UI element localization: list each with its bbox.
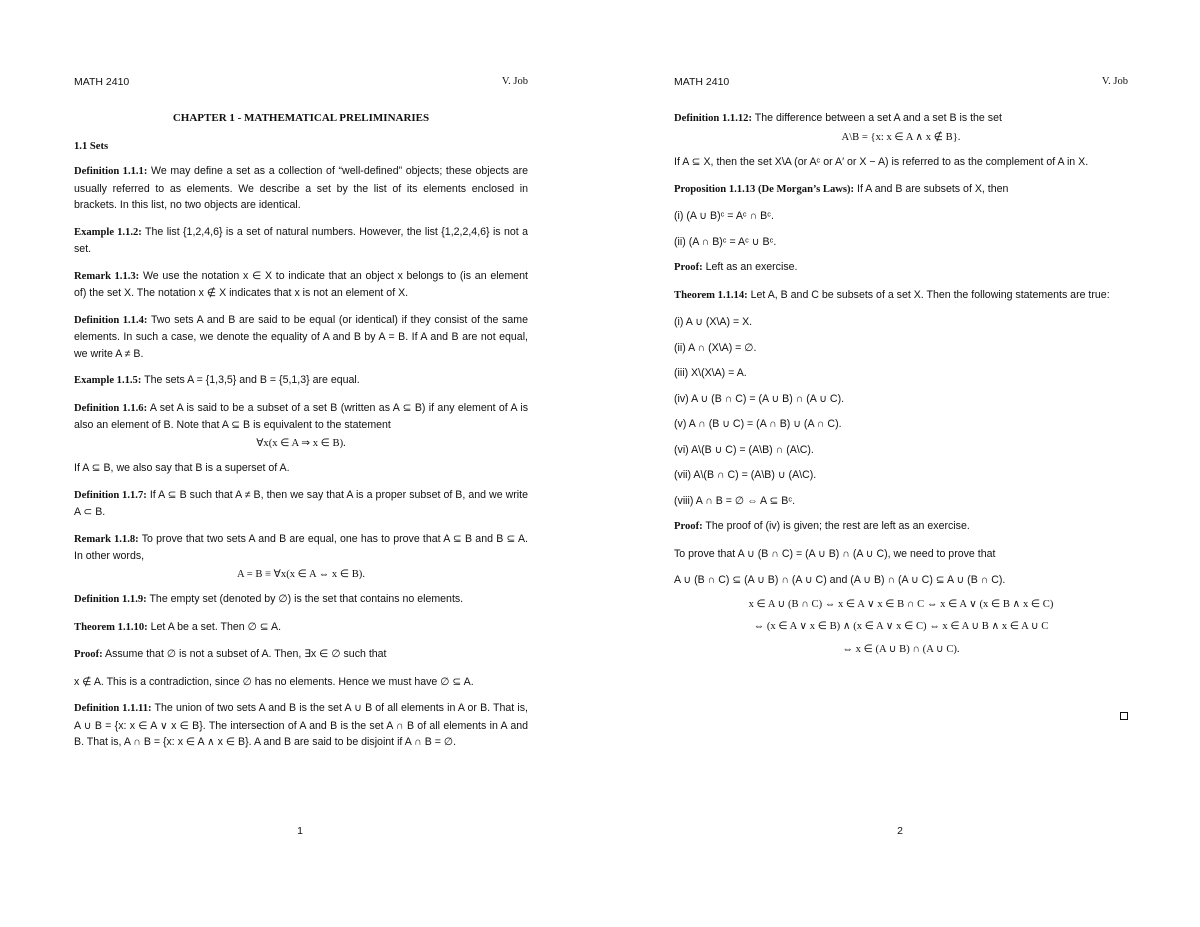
body: The empty set (denoted by ∅) is the set that contains no elements. xyxy=(149,593,464,605)
example-1-1-5 xyxy=(74,372,528,390)
formula-subset: ∀x(x ∈ A ⇒ x ∈ B). xyxy=(256,437,346,449)
page-1-content xyxy=(74,110,528,761)
body: The union of two sets A and B is the set A ∪ B of all elements in A or B. That is, A ∪ B = {x: x ∈ A ∨ x ∈ B}. The intersection of A and B is the set A ∩ B of all elements in A and B. That is, A ∩ B = {x: x ∈ A ∧ x ∈ B}. A and B are said to be disjoint if A ∩ B = ∅. xyxy=(74,702,528,748)
label: Proof: xyxy=(674,262,703,273)
list-item: (ii) (A ∩ B)ᶜ = Aᶜ ∪ Bᶜ. xyxy=(674,235,777,248)
formula-equality: A = B ≡ ∀x(x ∈ A ⇔ x ∈ B). xyxy=(236,568,365,580)
definition-1-1-7 xyxy=(74,487,528,521)
theorem-1-1-10 xyxy=(74,619,528,637)
body: The difference between a set A and a set B is the set xyxy=(754,112,1002,124)
list-item: (iv) A ∪ (B ∩ C) = (A ∪ B) ∩ (A ∪ C). xyxy=(674,392,845,405)
header-author: V. Job xyxy=(1101,76,1128,87)
definition-1-1-12 xyxy=(674,110,1128,128)
proof-eq-2: ⇔ (x ∈ A ∨ x ∈ B) ∧ (x ∈ A ∨ x ∈ C) ⇔ x ∈ A ∪ B ∧ x ∈ A ∪ C xyxy=(753,621,1049,632)
body: Left as an exercise. xyxy=(705,261,798,273)
body: Let A be a set. Then ∅ ⊆ A. xyxy=(150,620,282,633)
page-2 xyxy=(600,0,1200,927)
proof-thm xyxy=(674,518,1128,536)
label: Proposition 1.1.13 (De Morgan’s Laws): xyxy=(674,183,855,195)
label: Definition 1.1.11: xyxy=(74,703,152,714)
body: We use the notation x ∈ X to indicate that an object x belongs to (is an element of) the set X. The notation x ∉ X indicates that x is not an element of X. xyxy=(74,269,529,299)
header-course: MATH 2410 xyxy=(674,76,730,88)
remark-1-1-8 xyxy=(74,531,528,565)
proof-eq-3: ⇔ x ∈ (A ∪ B) ∩ (A ∪ C). xyxy=(842,643,960,655)
qed-square-icon xyxy=(1120,712,1128,720)
body: If A ⊆ B such that A ≠ B, then we say that A is a proper subset of B, and we write A ⊂ B. xyxy=(74,488,528,518)
proposition-1-1-13 xyxy=(674,181,1128,199)
page-number: 1 xyxy=(297,825,303,837)
page-2-content xyxy=(674,110,1128,666)
proof-line-2: A ∪ (B ∩ C) ⊆ (A ∪ B) ∩ (A ∪ C) and (A ∪ B) ∩ (A ∪ C) ⊆ A ∪ (B ∩ C). xyxy=(674,574,1006,586)
label: Definition 1.1.7: xyxy=(74,489,147,501)
label: Definition 1.1.9: xyxy=(74,594,147,605)
remark-1-1-3 xyxy=(74,268,528,302)
proof-eq-1: x ∈ A ∪ (B ∩ C) ⇔ x ∈ A ∨ x ∈ B ∩ C ⇔ x ∈ A ∨ (x ∈ B ∧ x ∈ C) xyxy=(748,598,1054,610)
definition-1-1-9 xyxy=(74,591,528,609)
header-author: V. Job xyxy=(501,76,528,87)
body: The proof of (iv) is given; the rest are left as an exercise. xyxy=(705,520,970,532)
body: Two sets A and B are said to be equal (or identical) if they consist of the same elements. In such a case, we denote the equality of A and B by A = B. If A and B are not equal, we write A ≠ B. xyxy=(74,313,528,360)
header-course: MATH 2410 xyxy=(74,76,130,88)
label: Definition 1.1.12: xyxy=(674,113,752,124)
list-item: (i) A ∪ (X\A) = X. xyxy=(674,316,753,328)
label: Definition 1.1.6: xyxy=(74,402,148,414)
label: Proof: xyxy=(674,521,703,532)
body: The sets A = {1,3,5} and B = {5,1,3} are equal. xyxy=(144,374,360,386)
section-title: 1.1 Sets xyxy=(74,140,109,152)
page-number: 2 xyxy=(897,825,903,837)
definition-1-1-1 xyxy=(74,163,528,214)
proof-line-1: To prove that A ∪ (B ∩ C) = (A ∪ B) ∩ (A ∪ C), we need to prove that xyxy=(674,547,996,560)
body: A set A is said to be a subset of a set B (written as A ⊆ B) if any element of A is also an element of B. Note that A ⊆ B is equivalent to the statement xyxy=(74,401,529,431)
proof-1 xyxy=(74,646,528,664)
body: If A and B are subsets of X, then xyxy=(857,182,1009,195)
body: To prove that two sets A and B are equal, one has to prove that A ⊆ B and B ⊆ A. In other words, xyxy=(74,532,528,562)
list-item: (ii) A ∩ (X\A) = ∅. xyxy=(674,341,757,354)
list-item: (iii) X\(X\A) = A. xyxy=(674,367,747,379)
label: Theorem 1.1.10: xyxy=(74,621,148,633)
example-1-1-2 xyxy=(74,224,528,258)
label: Definition 1.1.4: xyxy=(74,314,148,326)
body: Let A, B and C be subsets of a set X. Then the following statements are true: xyxy=(750,288,1110,301)
list-item: (i) (A ∪ B)ᶜ = Aᶜ ∩ Bᶜ. xyxy=(674,210,774,222)
list-item: (vii) A\(B ∩ C) = (A\B) ∪ (A\C). xyxy=(674,469,817,481)
complement-note: If A ⊆ X, then the set X\A (or Aᶜ or A′ or X − A) is referred to as the complement of A in X. xyxy=(674,156,1089,168)
list-item: (viii) A ∩ B = ∅ ⇔ A ⊆ Bᶜ. xyxy=(674,494,796,507)
label: Proof: xyxy=(74,649,103,660)
label: Remark 1.1.3: xyxy=(74,270,140,282)
theorem-1-1-14 xyxy=(674,287,1128,305)
body: The list {1,2,4,6} is a set of natural numbers. However, the list {1,2,2,4,6} is not a set. xyxy=(74,225,529,255)
body: Assume that ∅ is not a subset of A. Then, ∃x ∈ ∅ such that xyxy=(105,648,387,660)
list-item: (vi) A\(B ∪ C) = (A\B) ∩ (A\C). xyxy=(674,443,814,456)
chapter-title: CHAPTER 1 - MATHEMATICAL PRELIMINARIES xyxy=(172,112,430,124)
label: Example 1.1.2: xyxy=(74,226,142,238)
superset-note: If A ⊆ B, we also say that B is a superset of A. xyxy=(74,462,290,474)
definition-1-1-6 xyxy=(74,400,528,434)
list-item: (v) A ∩ (B ∪ C) = (A ∩ B) ∪ (A ∩ C). xyxy=(674,418,842,430)
definition-1-1-4 xyxy=(74,312,528,363)
body: We may define a set as a collection of “well-defined” objects; these objects are usually referred to as elements. We describe a set by the list of its elements enclosed in brackets. In this list, no two objects are identical. xyxy=(74,165,528,211)
label: Remark 1.1.8: xyxy=(74,533,139,545)
proof-prop xyxy=(674,259,1128,277)
label: Example 1.1.5: xyxy=(74,375,142,386)
formula-difference: A\B = {x: x ∈ A ∧ x ∉ B}. xyxy=(841,131,961,143)
label: Definition 1.1.1: xyxy=(74,166,148,177)
definition-1-1-11 xyxy=(74,700,528,751)
label: Theorem 1.1.14: xyxy=(674,289,748,301)
proof-1-continued: x ∉ A. This is a contradiction, since ∅ has no elements. Hence we must have ∅ ⊆ A. xyxy=(74,675,474,688)
